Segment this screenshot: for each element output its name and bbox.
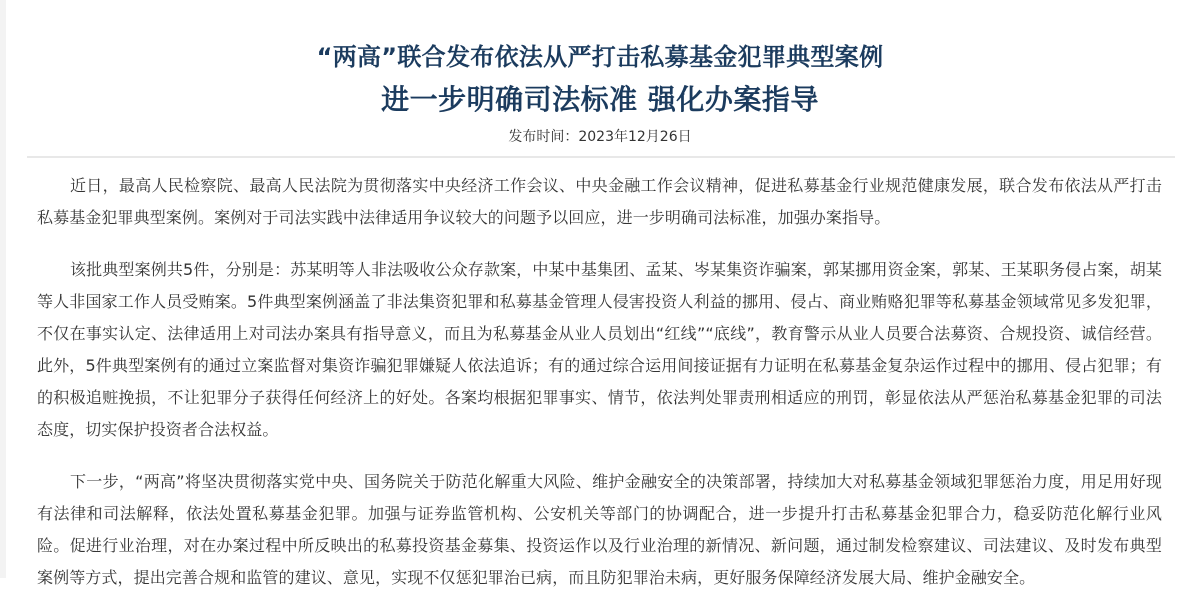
header-divider [27,156,1175,158]
publish-date [0,126,1200,148]
article-title: “两高”联合发布依法从严打击私募基金犯罪典型案例 [316,43,884,71]
article-paragraph: 该批典型案例共5件，分别是：苏某明等人非法吸收公众存款案，中某中基集团、孟某、岑某集资诈骗案，郭某挪用资金案，郭某、王某职务侵占案，胡某等人非国家工作人员受贿案。5件典型案例涵盖了非法集资犯罪和私募基金管理人侵害投资人利益的挪用、侵占、商业贿赂犯罪等私募基金领域常见多发犯罪，不仅在事实认定、法律适用上对司法办案具有指导意义，而且为私募基金从业人员划出“红线”“底线”，教育警示从业人员要合法募资、合规投资、诚信经营。此外，5件典型案例有的通过立案监督对集资诈骗犯罪嫌疑人依法追诉；有的通过综合运用间接证据有力证明在私募基金复杂运作过程中的挪用、侵占犯罪；有的积极追赃挽损，不让犯罪分子获得任何经济上的好处。各案均根据犯罪事实、情节，依法判处罪责刑相适应的刑罚，彰显依法从严惩治私募基金犯罪的司法态度，切实保护投资者合法权益。 [37,260,1162,439]
article-paragraph: 下一步，“两高”将坚决贯彻落实党中央、国务院关于防范化解重大风险、维护金融安全的决策部署，持续加大对私募基金领域犯罪惩治力度，用足用好现有法律和司法解释，依法处置私募基金犯罪。加强与证券监管机构、公安机关等部门的协调配合，进一步提升打击私募基金犯罪合力，稳妥防范化解行业风险。促进行业治理，对在办案过程中所反映出的私募投资基金募集、投资运作以及行业治理的新情况、新问题，通过制发检察建议、司法建议、及时发布典型案例等方式，提出完善合规和监管的建议、意见，实现不仅惩犯罪治已病，而且防犯罪治未病，更好服务保障经济发展大局、维护金融安全。 [37,472,1162,587]
article-subtitle: 进一步明确司法标准 强化办案指导 [381,83,819,116]
article-paragraph: 近日，最高人民检察院、最高人民法院为贯彻落实中央经济工作会议、中央金融工作会议精神，促进私募基金行业规范健康发展，联合发布依法从严打击私募基金犯罪典型案例。案例对于司法实践中法律适用争议较大的问题予以回应，进一步明确司法标准，加强办案指导。 [37,176,1162,227]
article-body [37,170,1162,614]
publish-date-label: 发布时间： [508,129,579,145]
publish-date-value: 2023年12月26日 [578,129,692,145]
